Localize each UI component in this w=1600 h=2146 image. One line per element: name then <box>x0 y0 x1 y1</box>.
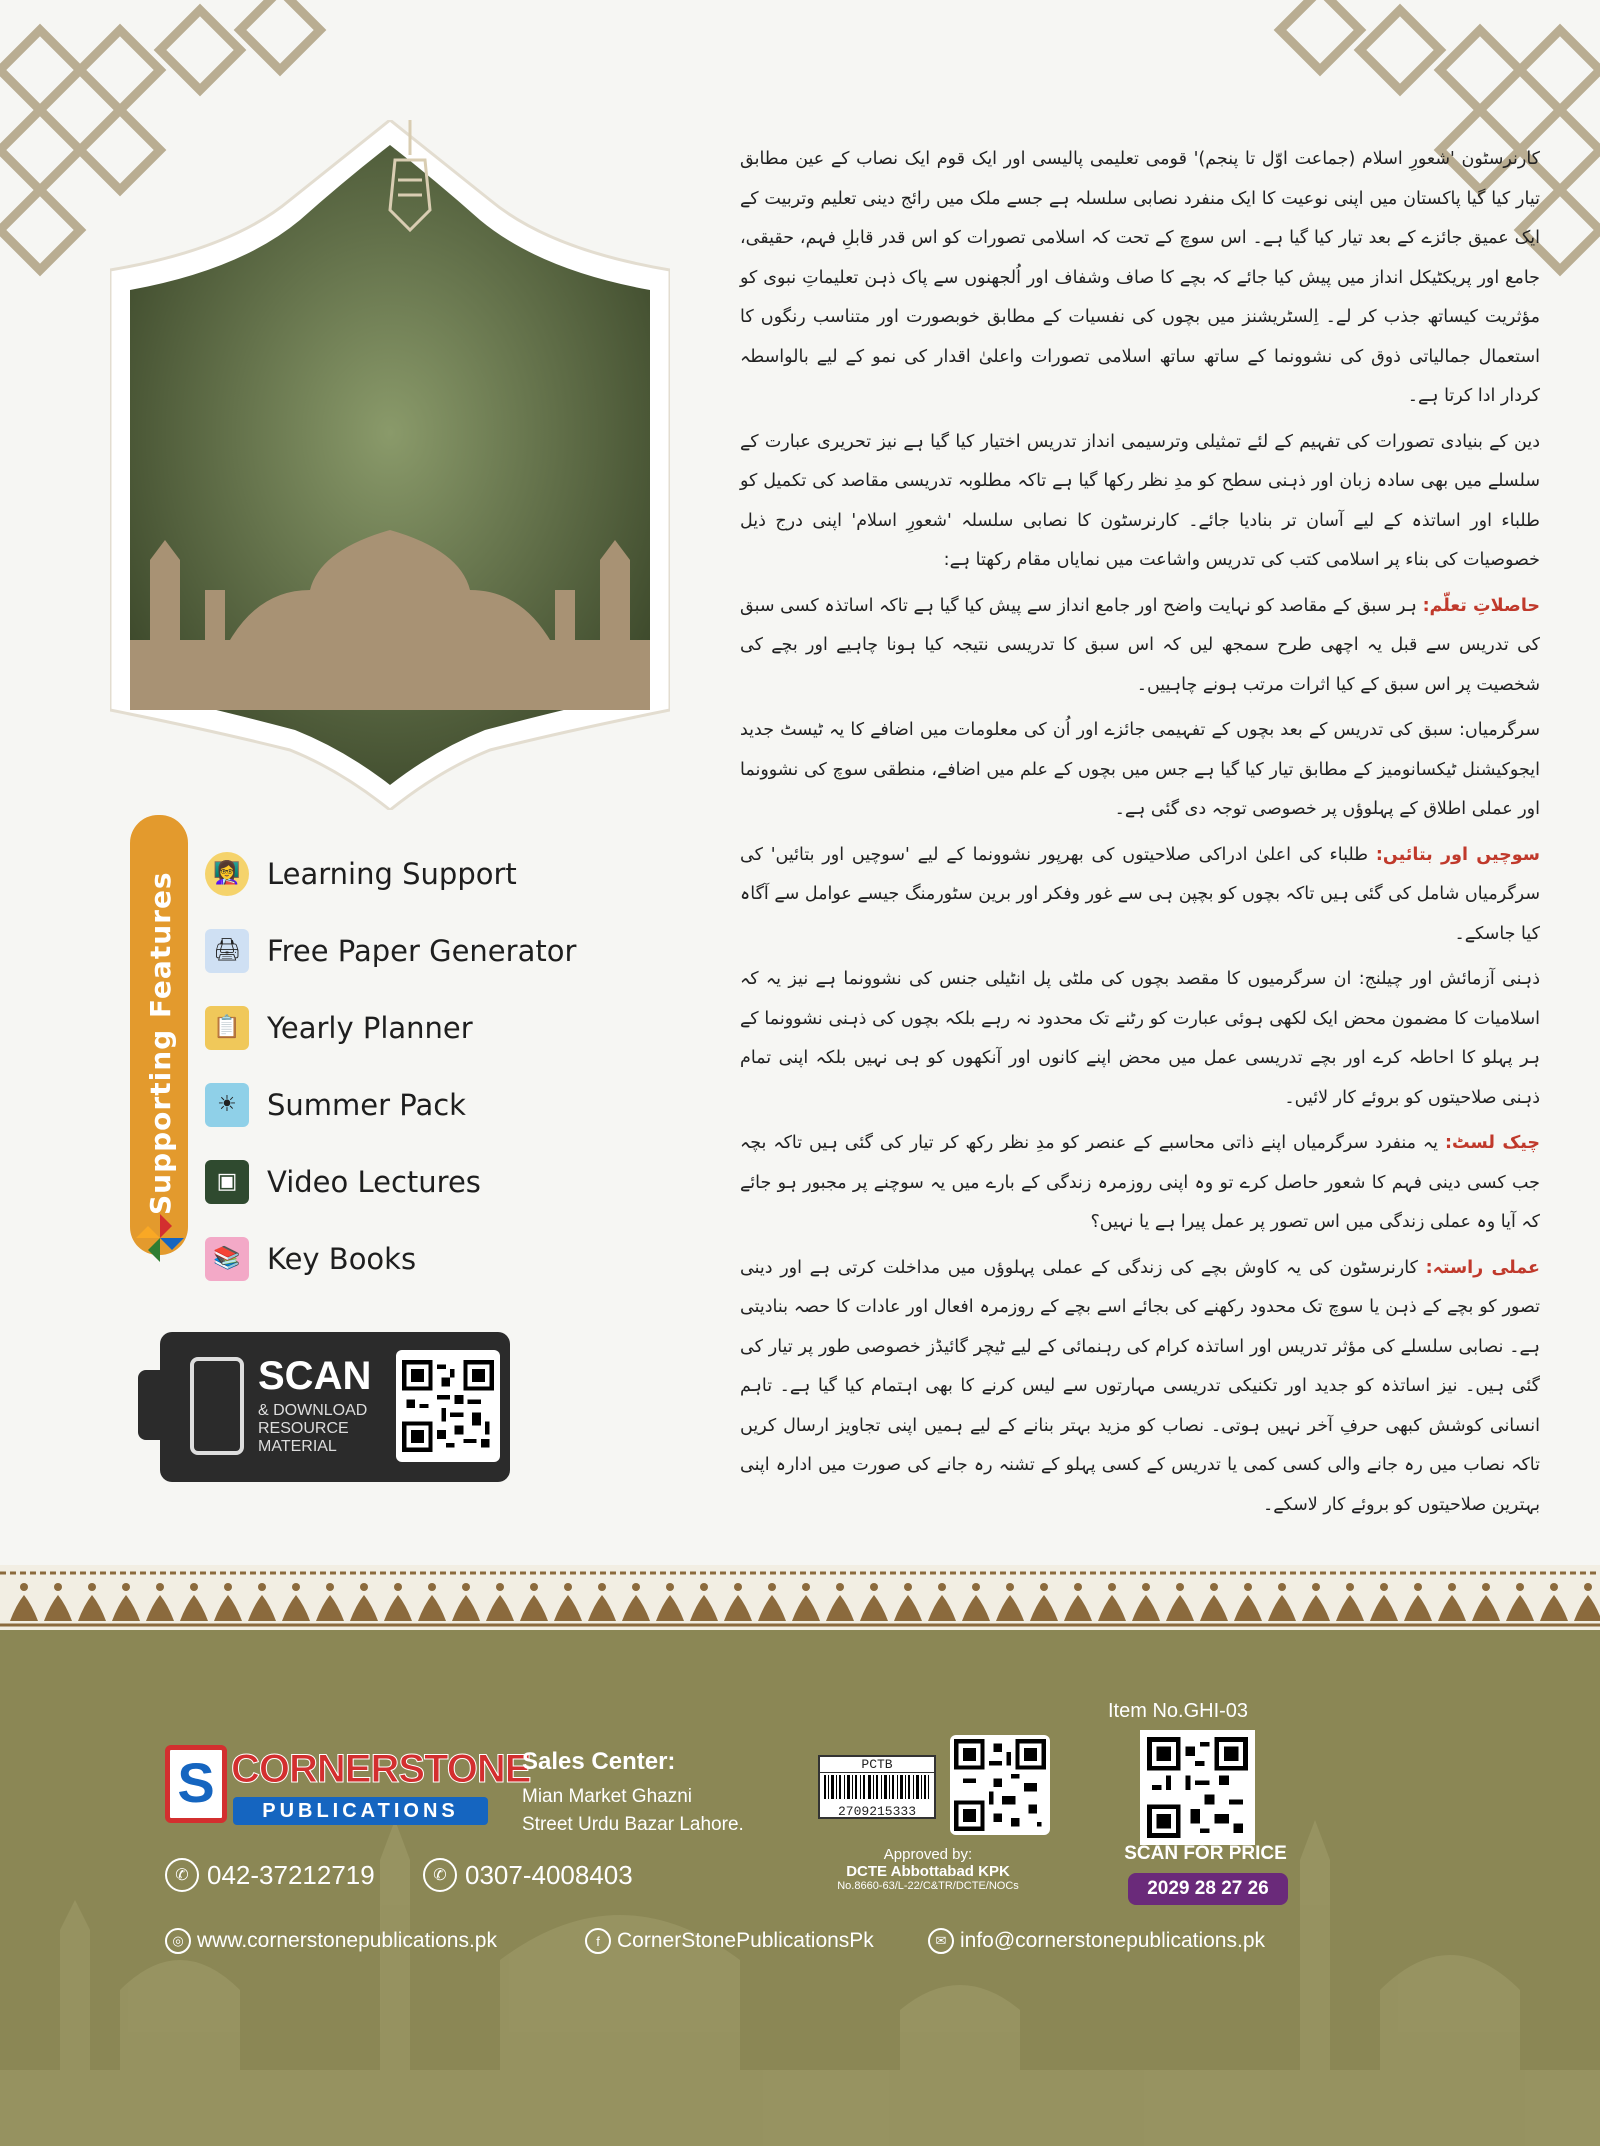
ornament-dot <box>1278 1583 1286 1591</box>
ornament-dot <box>530 1583 538 1591</box>
ornament-dot <box>1312 1583 1320 1591</box>
books-icon: 📚 <box>205 1237 249 1281</box>
price-code-badge: 2029 28 27 26 <box>1128 1873 1288 1905</box>
phone-number: 0307-4008403 <box>465 1859 633 1890</box>
ornament-dot <box>1550 1583 1558 1591</box>
ornament-dot <box>462 1583 470 1591</box>
website-text: www.cornerstonepublications.pk <box>197 1929 497 1952</box>
ornament-dot <box>224 1583 232 1591</box>
features-list <box>205 835 576 1297</box>
facebook-icon: f <box>585 1928 611 1954</box>
footer <box>0 1630 1600 2146</box>
ornament-dot <box>1142 1583 1150 1591</box>
ornament-dot <box>1040 1583 1048 1591</box>
ornament-dot <box>20 1583 28 1591</box>
approved-by-label: Approved by: <box>883 1846 973 1863</box>
qr-code-icon[interactable] <box>950 1735 1050 1835</box>
ornament-dot <box>326 1583 334 1591</box>
price-qr-code-icon[interactable] <box>1140 1730 1255 1845</box>
scan-line: RESOURCE <box>258 1420 349 1437</box>
urdu-paragraph-intro: کارنرسٹون 'شعورِ اسلام (جماعت اوّل تا پنجم)' قومی تعلیمی پالیسی اور ایک قوم ایک نصاب کے عین مطابق تیار کیا گیا پاکستان میں اپنی نوعیت کا ایک منفرد نصابی سلسلہ ہے جسے ملک میں رائج دینی تعلیم وتربیت کے ایک عمیق جائزے کے بعد تیار کیا گیا ہے۔ اس سوچ کے تحت کہ اسلامی تصورات کو اس قدر قابلِ فہم، حقیقی، جامع اور پریکٹیکل انداز میں پیش کیا جائے کہ بچے کا صاف وشفاف اور اُلجھنوں سے پاک ذہن تعلیماتِ نبوی کو مؤثریت کیساتھ جذب کر لے۔ اِلسٹریشنز میں بچوں کی نفسیات کے مطابق خوبصورت اور متناسب رنگوں کا استعمال جمالیاتی ذوق کی نشوونما کے ساتھ ساتھ اسلامی تصورات واعلیٰ اقدار کی نمو کے لیے بالواسطہ کردار ادا کرتا ہے۔ <box>740 149 1540 406</box>
urdu-text: ان سرگرمیوں کا مقصد بچوں کی ملٹی پل انٹیلی جنس کی نشوونما ہے نیز یہ کہ اسلامیات کا مضمون محض ایک لکھی ہوئی عبارت کو رٹنے تک محدود نہ رہے بلکہ بچوں کی ذہنی نشوونما کے ہر پہلو کا احاطہ کرے اور بچے تدریسی عمل میں محض اپنے کانوں اور آنکھوں کو ہی نہیں بلکہ اپنی تمام ذہنی صلاحیتوں کو بروئے کار لائیں۔ <box>740 969 1540 1108</box>
urdu-paragraph-outcomes <box>740 587 1540 706</box>
printer-icon: 🖨 <box>205 929 249 973</box>
feature-label: Key Books <box>267 1241 417 1276</box>
ornament-dot <box>496 1583 504 1591</box>
ornament-dot <box>1108 1583 1116 1591</box>
sales-center-address <box>522 1783 744 1839</box>
ornament-dot <box>1414 1583 1422 1591</box>
ornament-dot <box>156 1583 164 1591</box>
ornament-dot <box>700 1583 708 1591</box>
email-text: info@cornerstonepublications.pk <box>960 1929 1265 1952</box>
ornament-dot <box>88 1583 96 1591</box>
ornament-dot <box>292 1583 300 1591</box>
ornament-dot <box>122 1583 130 1591</box>
ornament-dot <box>836 1583 844 1591</box>
facebook-text: CornerStonePublicationsPk <box>617 1929 874 1952</box>
ornament-dot <box>1346 1583 1354 1591</box>
urdu-heading: حاصلاتِ تعلّم: <box>1422 595 1541 616</box>
approval-ref: No.8660-63/L-22/C&TR/DCTE/NOCs <box>837 1880 1019 1892</box>
ornament-dot <box>1516 1583 1524 1591</box>
summer-pack-icon: ☀ <box>205 1083 249 1127</box>
urdu-text: کارنرسٹون کی یہ کاوش بچے کی زندگی کے عملی پہلوؤں میں مداخلت کرتی ہے اور دینی تصور کو بچے کے ذہن یا سوچ تک محدود رکھنے کی بجائے اسے بچے کے روزمرہ افعال اور عادات کا حصہ بنادیتی ہے۔ نصابی سلسلے کی مؤثر تدریس اور اساتذہ کرام کی رہنمائی کے لیے ٹیچر گائیڈز خصوصی طور پر تیار کی گئی ہیں۔ نیز اساتذہ کو جدید اور تکنیکی تدریسی مہارتوں سے لیس کرنے کا بھی اہتمام کیا گیا ہے۔ تاہم انسانی کوشش کبھی حرفِ آخر نہیں ہوتی۔ نصاب کو مزید بہتر بنانے کے لیے ہمیں اپنی تجاویز ارسال کریں تاکہ نصاب میں رہ جانے والی کسی کمی یا تدریس کے کسی پہلو کے تشنہ رہ جانے کی صورت میں ادارہ اپنی بہترین صلاحیتوں کو بروئے کار لاسکے۔ <box>740 1257 1540 1515</box>
barcode-label: PCTB <box>820 1757 934 1773</box>
barcode <box>818 1755 936 1819</box>
phone-number: 042-37212719 <box>207 1859 375 1890</box>
urdu-paragraph-challenge <box>740 960 1540 1118</box>
urdu-heading: سرگرمیاں: <box>1458 720 1540 740</box>
urdu-paragraph-think <box>740 836 1540 955</box>
scan-title: SCAN <box>258 1354 372 1398</box>
ornament-dot <box>632 1583 640 1591</box>
ornament-dot <box>904 1583 912 1591</box>
ornament-dot <box>258 1583 266 1591</box>
email-icon: ✉ <box>928 1928 954 1954</box>
features-band-title: Supporting Features <box>144 871 177 1215</box>
ornament-dot <box>54 1583 62 1591</box>
logo-subtitle: PUBLICATIONS <box>233 1797 488 1825</box>
urdu-heading: عملی راستہ: <box>1425 1257 1540 1278</box>
website-link[interactable] <box>165 1928 497 1954</box>
teacher-icon: 👩‍🏫 <box>205 852 249 896</box>
barcode-number: 2709215333 <box>837 1804 916 1819</box>
monitor-icon: ▣ <box>205 1160 249 1204</box>
ornament-dot <box>972 1583 980 1591</box>
feature-label: Yearly Planner <box>267 1010 473 1045</box>
ornament-dot <box>428 1583 436 1591</box>
scan-subtitle <box>258 1402 367 1456</box>
clipboard-icon: 📋 <box>205 1006 249 1050</box>
barcode-bars <box>820 1773 934 1801</box>
whatsapp-icon: ✆ <box>423 1858 457 1892</box>
scan-download-box[interactable] <box>160 1332 510 1482</box>
ornament-dot <box>1380 1583 1388 1591</box>
qr-code-icon[interactable] <box>396 1350 500 1462</box>
urdu-text: سبق کی تدریس کے بعد بچوں کے تفہیمی جائزے اور اُن کی معلومات میں اضافے کا یہ ٹیسٹ جدید ایجوکیشنل ٹیکسانومیز کے مطابق تیار کیا گیا ہے جس میں بچوں کے علم میں اضافے، منطقی سوچ کی نشوونما اور عملی اطلاق کے پہلوؤں پر خصوصی توجہ دی گئی ہے۔ <box>740 720 1540 819</box>
ornament-dot <box>938 1583 946 1591</box>
address-line: Street Urdu Bazar Lahore. <box>522 1814 744 1835</box>
tablet-icon <box>190 1357 244 1455</box>
feature-free-paper-generator[interactable] <box>205 912 576 989</box>
features-band <box>130 815 188 1255</box>
urdu-text: طلباء کی اعلیٰ ادراکی صلاحیتوں کی بھرپور نشوونما کے لیے 'سوچیں اور بتائیں' کی سرگرمیاں شامل کی گئی ہیں تاکہ بچوں کو بچپن ہی سے غور وفکر اور برین سٹورمنگ جیسے عوامل سے آگاہ کیا جاسکے۔ <box>740 844 1540 944</box>
urdu-text: ہر سبق کے مقاصد کو نہایت واضح اور جامع انداز سے پیش کیا گیا ہے تاکہ اساتذہ کسی سبق کی تدریس سے قبل یہ اچھی طرح سمجھ لیں کہ اس سبق کا تدریسی نتیجہ کیا ہونا چاہیے اور بچے کی شخصیت پر اس سبق کے کیا اثرات مرتب ہونے چاہییں۔ <box>740 595 1540 695</box>
item-number: Item No.GHI-03 <box>1108 1700 1249 1722</box>
urdu-paragraph-practical <box>740 1249 1540 1526</box>
facebook-link[interactable] <box>585 1928 874 1954</box>
phone-whatsapp[interactable] <box>423 1858 633 1892</box>
approval-info <box>818 1846 1038 1892</box>
feature-yearly-planner[interactable] <box>205 989 576 1066</box>
scan-line: MATERIAL <box>258 1438 337 1455</box>
ornament-dot <box>734 1583 742 1591</box>
feature-label: Summer Pack <box>267 1087 466 1122</box>
feature-label: Learning Support <box>267 856 517 891</box>
ornament-dot <box>1006 1583 1014 1591</box>
urdu-heading: ذہنی آزمائش اور چیلنج: <box>1358 969 1540 989</box>
sales-center-title: Sales Center: <box>522 1748 676 1775</box>
logo-name: CORNERSTONE <box>231 1747 531 1791</box>
arch-illustration <box>110 120 670 810</box>
ornament-dot <box>1482 1583 1490 1591</box>
ornament-dot <box>1074 1583 1082 1591</box>
ornament-dot <box>870 1583 878 1591</box>
logo-mark: S <box>165 1745 227 1823</box>
feature-label: Video Lectures <box>267 1164 481 1199</box>
urdu-paragraph-activities <box>740 711 1540 830</box>
address-line: Mian Market Ghazni <box>522 1786 693 1807</box>
border-ornament <box>0 1565 1600 1630</box>
ornament-dot <box>1210 1583 1218 1591</box>
cornerstone-logo[interactable] <box>165 1745 531 1835</box>
scan-for-price-label: SCAN FOR PRICE <box>1124 1843 1287 1864</box>
scan-line: & DOWNLOAD <box>258 1402 368 1419</box>
feature-key-books[interactable] <box>205 1220 576 1297</box>
ornament-dot <box>1244 1583 1252 1591</box>
approved-org: DCTE Abbottabad KPK <box>846 1863 1010 1880</box>
feature-label: Free Paper Generator <box>267 933 577 968</box>
ornament-dot <box>666 1583 674 1591</box>
globe-icon: ◎ <box>165 1928 191 1954</box>
pinwheel-icon <box>132 1210 188 1266</box>
feature-summer-pack[interactable] <box>205 1066 576 1143</box>
ornament-dot <box>1448 1583 1456 1591</box>
phone-landline[interactable] <box>165 1858 375 1892</box>
urdu-heading: سوچیں اور بتائیں: <box>1375 844 1540 865</box>
ornament-dot <box>394 1583 402 1591</box>
phone-icon: ✆ <box>165 1858 199 1892</box>
ornament-dot <box>360 1583 368 1591</box>
ornament-dot <box>1584 1583 1592 1591</box>
urdu-heading: چیک لسٹ: <box>1444 1133 1540 1153</box>
ornament-dot <box>802 1583 810 1591</box>
urdu-paragraph-method: دین کے بنیادی تصورات کی تفہیم کے لئے تمثیلی وترسیمی انداز تدریس اختیار کیا گیا ہے نیز تحریری عبارت کے سلسلے میں بھی سادہ زبان اور ذہنی سطح کو مدِ نظر رکھا گیا ہے تاکہ مطلوبہ تدریسی مقاصد کی تکمیل کو طلباء اور اساتذہ کے لیے آسان تر بنادیا جائے۔ کارنرسٹون کا نصابی سلسلہ 'شعورِ اسلام' اپنی درج ذیل خصوصیات کی بناء پر اسلامی کتب کی تدریس واشاعت میں نمایاں مقام رکھتا ہے: <box>740 431 1540 570</box>
ornament-dot <box>598 1583 606 1591</box>
ornament-dot <box>768 1583 776 1591</box>
email-link[interactable] <box>928 1928 1265 1954</box>
ornament-dot <box>190 1583 198 1591</box>
feature-learning-support[interactable] <box>205 835 576 912</box>
urdu-description <box>740 140 1540 1531</box>
feature-video-lectures[interactable] <box>205 1143 576 1220</box>
urdu-text: یہ منفرد سرگرمیاں اپنے ذاتی محاسبے کے عنصر کو مدِ نظر رکھ کر تیار کی گئی ہیں تاکہ بچہ جب کسی دینی فہم کا شعور حاصل کرے تو وہ اپنی روزمرہ زندگی کے بارے میں یہ سوچنے پر مجبور ہو جائے کہ آیا وہ عملی زندگی میں اس تصور پر عمل پیرا ہے یا نہیں؟ <box>740 1133 1540 1232</box>
supporting-features <box>130 815 590 1285</box>
ornament-dot <box>564 1583 572 1591</box>
ornament-dot <box>1176 1583 1184 1591</box>
urdu-paragraph-checklist <box>740 1124 1540 1243</box>
